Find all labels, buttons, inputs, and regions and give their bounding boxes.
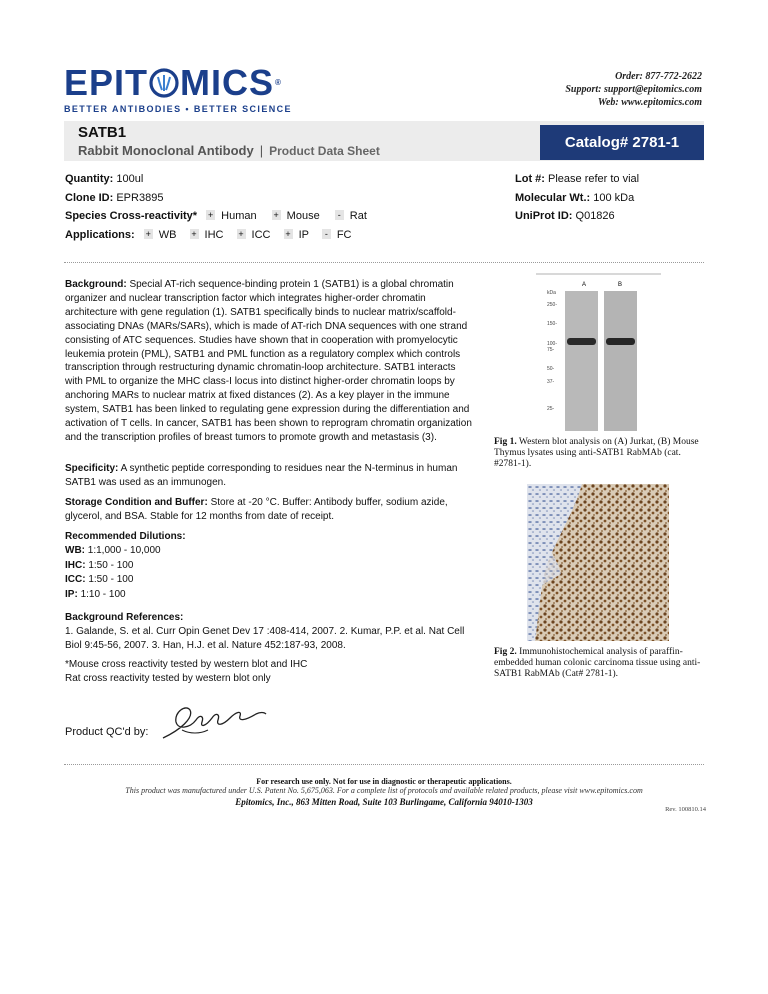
kda-unit: kDa <box>547 290 556 296</box>
logo-wordmark: EPIT MICS ® <box>64 62 282 103</box>
dilution-row: IHC: 1:50 - 100 <box>65 559 134 571</box>
product-name: SATB1 <box>78 124 127 141</box>
blot-lane-a <box>565 291 598 431</box>
western-blot-figure <box>533 272 663 432</box>
application-mark: - <box>322 229 331 239</box>
qc-label: Product QC'd by: <box>65 726 149 738</box>
quantity-row: Quantity: 100ul <box>65 173 144 185</box>
species-mark: + <box>208 210 214 220</box>
lot-row: Lot #: Please refer to vial <box>515 173 640 185</box>
background-paragraph: Background: Special AT-rich sequence-binding protein 1 (SATB1) is a global chromatin organizer and nuclear transcription factor which integrates higher-order chromatin architecture with gene regulation (1). SATB1 specifically binds to nuclear matrix/scaffold-associating DNAs (MARs/SARs), which is made of AT-rich DNA sequences with one strand consisting of ATC sequences. Studies have shown that in cooperation with promyelocytic leukemia protein (PML), SATB1 and PML function as a regulatory complex which controls transcription through restructuring dynamic chromatin-loop architecture. SATB1 interacts with PML to organize the MHC class-I locus into distinct higher-order chromatin loops by anchoring MARs to nuclear matrix at fixed distances (2). As a key player in the immune system, SATB1 has been linked to regulating gene expression during the differentiation and activation of T cells. In cancer, SATB1 has been shown to reprogram chromatin organization and the transcription profiles of breast tumors to promote growth and metastasis (3). <box>65 279 472 443</box>
dilution-row: IP: 1:10 - 100 <box>65 588 126 600</box>
dilutions-block <box>65 530 186 602</box>
globe-icon <box>149 68 179 98</box>
references-block <box>65 611 475 653</box>
application-mark: + <box>238 229 244 239</box>
contact-block <box>565 70 702 109</box>
specificity-paragraph: Specificity: A synthetic peptide corresponding to residues near the N-terminus in human SATB1 was used as an immunogen. <box>65 463 458 488</box>
figure-2-caption: Fig 2. Immunohistochemical analysis of paraffin-embedded human colonic carcinoma tissue using anti-SATB1 RabMAb (Cat# 2781-1). <box>494 647 701 679</box>
footer-address: Epitomics, Inc., 863 Mitten Road, Suite 103 Burlingame, California 94010-1303 <box>235 797 533 807</box>
revision-number: Rev. 100810.14 <box>665 806 706 813</box>
support-email: Support: support@epitomics.com <box>565 84 702 95</box>
catalog-number-badge: Catalog# 2781-1 <box>540 125 704 160</box>
storage-paragraph: Storage Condition and Buffer: Store at -20 °C. Buffer: Antibody buffer, sodium azide, glycerol, and BSA. Stable for 12 months from date of receipt. <box>65 497 448 522</box>
epitomics-logo <box>64 64 294 116</box>
marker-37: 37- <box>547 379 555 385</box>
lane-b-label: B <box>618 282 623 288</box>
logo-tagline: BETTER ANTIBODIES • BETTER SCIENCE <box>64 104 292 114</box>
blot-lane-b <box>604 291 637 431</box>
marker-75: 75- <box>547 347 555 353</box>
application-mark: + <box>191 229 197 239</box>
subtitle-divider: | <box>259 143 264 158</box>
footer-patent: This product was manufactured under U.S. Patent No. 5,675,063. For a complete list of protocols and available related products, please visit www.epitomics.com <box>125 786 643 795</box>
dilution-row: WB: 1:1,000 - 10,000 <box>65 545 161 557</box>
divider-bottom <box>64 764 704 765</box>
species-row: Species Cross-reactivity* + Human + Mouse - Rat <box>65 210 367 222</box>
cross-reactivity-notes <box>65 658 475 686</box>
divider-top <box>64 262 704 263</box>
figure-1-caption: Fig 1. Western blot analysis on (A) Jurkat, (B) Mouse Thymus lysates using anti-SATB1 RabMAb (cat. #2781-1). <box>494 437 699 469</box>
references-text: 1. Galande, S. et al. Curr Opin Genet Dev 17 :408-414, 2007. 2. Kumar, P.P. et al. Nat Cell Biol 9:45-56, 2007. 3. Han, H.J. et al. Nature 452:187-93, 2008. <box>65 625 465 651</box>
references-heading: Background References: <box>65 612 184 623</box>
application-mark: + <box>285 229 291 239</box>
website: Web: www.epitomics.com <box>597 97 702 108</box>
marker-25: 25- <box>547 406 555 412</box>
product-sheet-label: Product Data Sheet <box>269 144 380 158</box>
dilution-row: ICC: 1:50 - 100 <box>65 574 134 586</box>
band-lane-a <box>567 338 596 345</box>
note-line-2: Rat cross reactivity tested by western blot only <box>65 672 271 684</box>
band-lane-b <box>606 338 635 345</box>
uniprot-row: UniProt ID: Q01826 <box>515 210 615 222</box>
molecular-weight-row: Molecular Wt.: 100 kDa <box>515 192 635 204</box>
footer-disclaimer: For research use only. Not for use in diagnostic or therapeutic applications. <box>256 777 512 786</box>
species-mark: + <box>273 210 279 220</box>
marker-250: 250- <box>547 302 558 308</box>
ihc-tissue-image <box>527 484 669 641</box>
species-mark: - <box>335 210 344 220</box>
marker-50: 50- <box>547 366 555 372</box>
applications-row: Applications: + WB + IHC + ICC + IP - FC <box>65 229 352 241</box>
note-line-1: *Mouse cross reactivity tested by western blot and IHC <box>65 659 308 670</box>
product-type: Rabbit Monoclonal Antibody <box>78 143 254 158</box>
order-phone: Order: 877-772-2622 <box>615 71 702 82</box>
marker-150: 150- <box>547 321 558 327</box>
dilutions-heading: Recommended Dilutions: <box>65 531 186 542</box>
marker-100: 100- <box>547 341 558 347</box>
application-mark: + <box>145 229 151 239</box>
product-subtitle <box>78 143 380 158</box>
lane-a-label: A <box>582 282 587 288</box>
clone-row: Clone ID: EPR3895 <box>65 192 164 204</box>
qc-signature <box>160 700 270 742</box>
